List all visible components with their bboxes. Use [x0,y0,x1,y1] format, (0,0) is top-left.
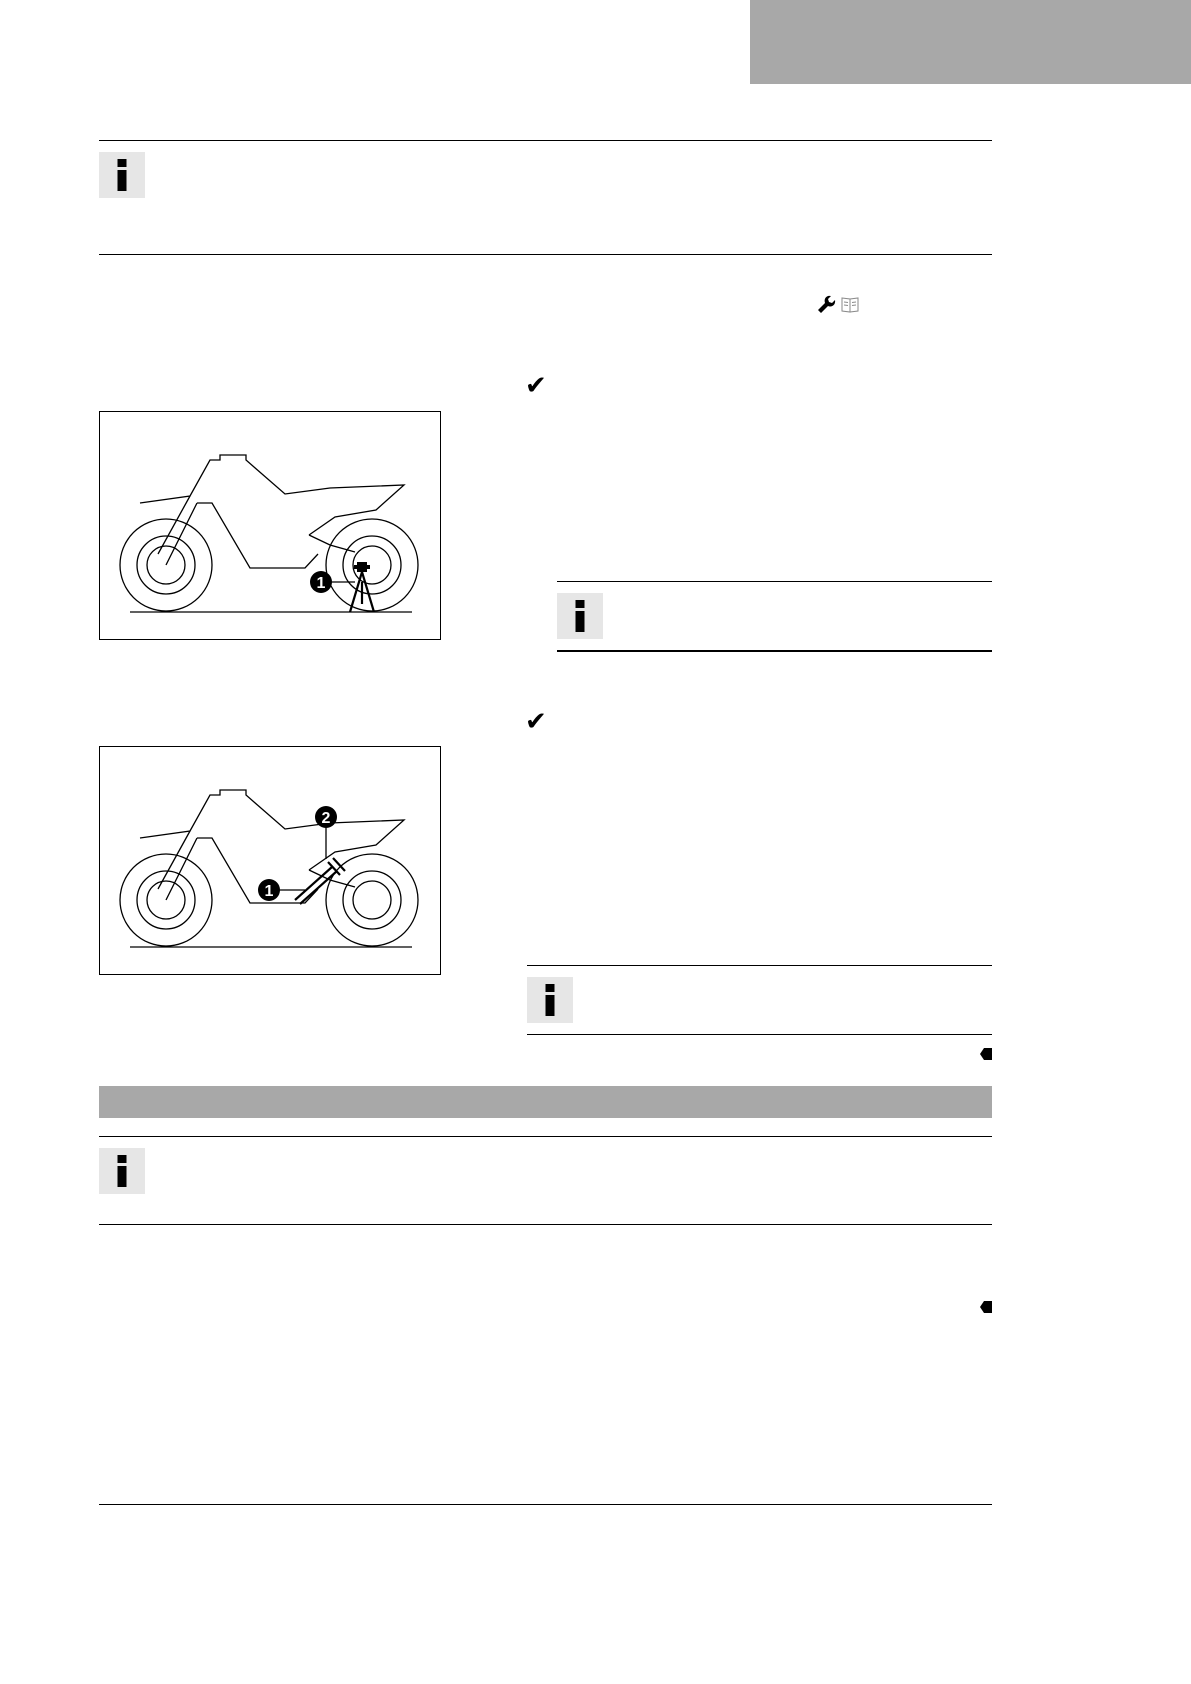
book-icon [842,298,858,312]
tool-reference [815,294,863,316]
footer-rule [99,1504,992,1505]
note-bottom-rule [557,650,992,652]
motorcycle-side-stand-figure [99,746,441,975]
shock-absorber [295,858,345,904]
info-icon [99,1148,145,1194]
note-top-rule [557,581,992,582]
header-tab [750,0,1191,84]
note-top-rule [99,1136,992,1137]
checkmark-icon: ✔ [525,707,547,737]
motorcycle-on-stand-figure [99,411,441,640]
callout-1: 1 [316,575,326,592]
note-bottom-rule [99,1224,992,1225]
stand [350,572,374,612]
note-bottom-rule [99,254,992,255]
end-marker-icon [980,1301,993,1313]
info-icon [557,593,603,639]
callout-1: 1 [264,883,274,900]
wrench-icon [818,296,835,313]
section-heading-bar [99,1086,992,1118]
callout-2: 2 [321,810,331,827]
info-icon [99,152,145,198]
end-marker-icon [980,1048,993,1060]
checkmark-icon: ✔ [525,371,547,401]
note-bottom-rule [527,1034,992,1035]
note-top-rule [99,140,992,141]
note-top-rule [527,965,992,966]
info-icon [527,977,573,1023]
